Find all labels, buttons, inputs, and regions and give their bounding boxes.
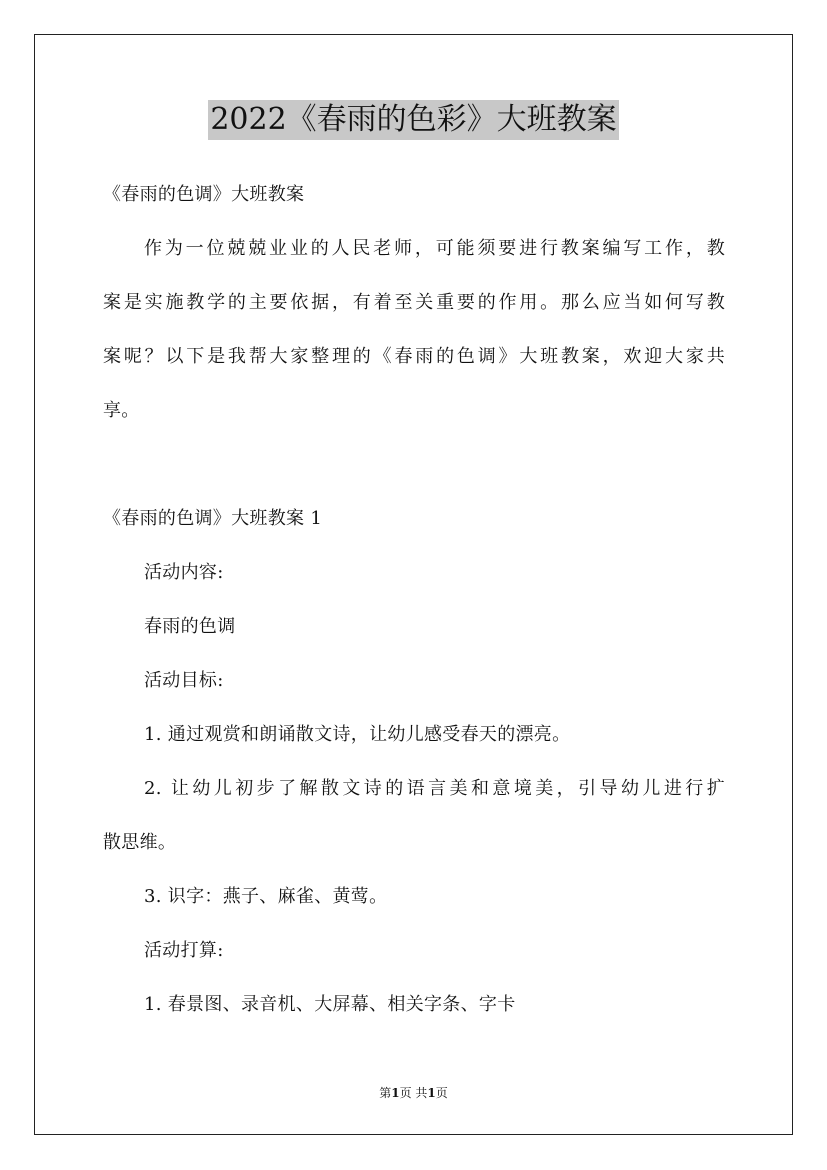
page-footer (0, 1085, 827, 1101)
section-heading: 《春雨的色调》大班教案 1 (103, 508, 323, 529)
goal-item-2-line-1: 2. 让幼儿初步了解散文诗的语言美和意境美，引导幼儿进行扩 (144, 778, 725, 799)
intro-line-1: 作为一位兢兢业业的人民老师，可能须要进行教案编写工作，教 (144, 238, 725, 259)
goal-item-1: 1. 通过观赏和朗诵散文诗，让幼儿感受春天的漂亮。 (144, 724, 571, 745)
activity-content-label: 活动内容: (144, 562, 224, 583)
goal-item-3: 3. 识字：燕子、麻雀、黄莺。 (144, 886, 388, 907)
prep-item-1: 1. 春景图、录音机、大屏幕、相关字条、字卡 (144, 994, 516, 1015)
footer-page-total: 1 (427, 1086, 436, 1100)
footer-page-suffix: 页 (435, 1086, 448, 1100)
document-title: 2022《春雨的色彩》大班教案 (208, 100, 618, 140)
document-subtitle: 《春雨的色调》大班教案 (103, 184, 305, 205)
footer-page-number: 1 (391, 1086, 400, 1100)
activity-goals-label: 活动目标: (144, 670, 224, 691)
intro-line-2: 案是实施教学的主要依据，有着至关重要的作用。那么应当如何写教 (103, 292, 725, 313)
footer-page-prefix: 第 (379, 1086, 392, 1100)
intro-line-3: 案呢？以下是我帮大家整理的《春雨的色调》大班教案，欢迎大家共 (103, 346, 725, 367)
activity-prep-label: 活动打算: (144, 940, 224, 961)
goal-item-2-line-2: 散思维。 (103, 832, 177, 853)
title-container (0, 100, 827, 140)
footer-page-mid: 页 共 (399, 1086, 428, 1100)
activity-content: 春雨的色调 (144, 616, 236, 637)
intro-line-4: 享。 (103, 400, 140, 421)
